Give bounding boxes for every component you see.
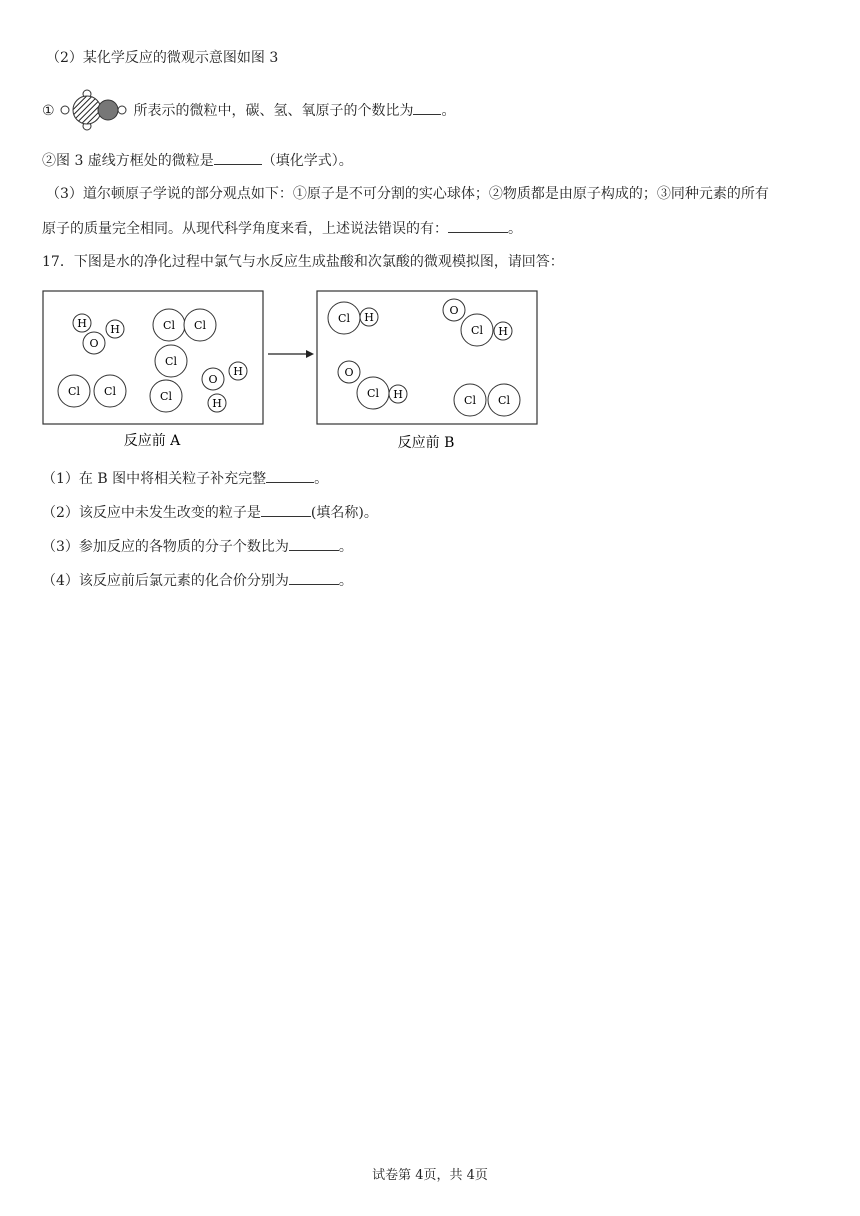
- molecule-model-icon: [59, 89, 129, 131]
- chlorine-molecule: [454, 384, 520, 416]
- q16-part3-line1: （3）道尔顿原子学说的部分观点如下：①原子是不可分割的实心球体；②物质都是由原子构成的；③同种元素的所有: [46, 186, 769, 202]
- svg-text:Cl: Cl: [471, 324, 483, 337]
- svg-text:O: O: [449, 304, 459, 317]
- svg-text:O: O: [344, 366, 354, 379]
- reaction-diagram: [40, 288, 560, 458]
- q16-part2-title: （2）某化学反应的微观示意图如图 3: [46, 50, 279, 66]
- q17-sub4: （4）该反应前后氯元素的化合价分别为 。: [42, 570, 353, 591]
- q16-part3-line2: 原子的质量完全相同。从现代科学角度来看，上述说法错误的有： 。: [42, 218, 522, 239]
- svg-text:Cl: Cl: [163, 319, 175, 332]
- q16-part2-item1: ① 所表示的微粒中，碳、氢、氧原子的个数比为 。: [42, 100, 455, 121]
- q17-sub3: （3）参加反应的各物质的分子个数比为 。: [42, 536, 353, 557]
- svg-text:Cl: Cl: [338, 312, 350, 325]
- q16-part2-item2: ②图 3 虚线方框处的微粒是 （填化学式）。: [42, 150, 353, 171]
- hclo-molecule: [338, 361, 407, 409]
- water-molecule: [73, 314, 124, 354]
- svg-text:H: H: [212, 397, 222, 410]
- q17-title: 17．下图是水的净化过程中氯气与水反应生成盐酸和次氯酸的微观模拟图，请回答：: [42, 254, 564, 270]
- svg-text:O: O: [208, 373, 218, 386]
- q17-sub2: （2）该反应中未发生改变的粒子是 (填名称)。: [42, 502, 378, 523]
- svg-text:H: H: [498, 325, 508, 338]
- answer-blank[interactable]: [214, 150, 262, 165]
- answer-blank[interactable]: [448, 218, 508, 233]
- q17-sub1: （1）在 B 图中将相关粒子补充完整 。: [42, 468, 328, 489]
- svg-text:Cl: Cl: [104, 385, 116, 398]
- answer-blank[interactable]: [261, 502, 311, 517]
- answer-blank[interactable]: [413, 100, 441, 115]
- water-molecule: [202, 362, 247, 412]
- hclo-molecule: [443, 299, 512, 346]
- svg-text:H: H: [110, 323, 120, 336]
- chlorine-molecule: [153, 309, 216, 341]
- page-footer: 试卷第 4页，共 4页: [372, 1168, 488, 1183]
- svg-text:Cl: Cl: [165, 355, 177, 368]
- svg-text:Cl: Cl: [160, 390, 172, 403]
- svg-text:Cl: Cl: [498, 394, 510, 407]
- svg-text:O: O: [89, 337, 99, 350]
- answer-blank[interactable]: [289, 570, 339, 585]
- after-label: 反应前 B: [397, 435, 455, 451]
- svg-text:H: H: [233, 365, 243, 378]
- svg-text:Cl: Cl: [464, 394, 476, 407]
- chlorine-molecule: [58, 375, 126, 407]
- before-label: 反应前 A: [123, 433, 181, 449]
- hcl-molecule: [328, 302, 378, 334]
- svg-text:Cl: Cl: [68, 385, 80, 398]
- svg-text:H: H: [393, 388, 403, 401]
- answer-blank[interactable]: [289, 536, 339, 551]
- chlorine-molecule: [150, 345, 187, 412]
- svg-text:H: H: [364, 311, 374, 324]
- arrow-icon: [268, 350, 314, 358]
- svg-text:H: H: [77, 317, 87, 330]
- svg-text:Cl: Cl: [367, 387, 379, 400]
- answer-blank[interactable]: [266, 468, 314, 483]
- svg-text:Cl: Cl: [194, 319, 206, 332]
